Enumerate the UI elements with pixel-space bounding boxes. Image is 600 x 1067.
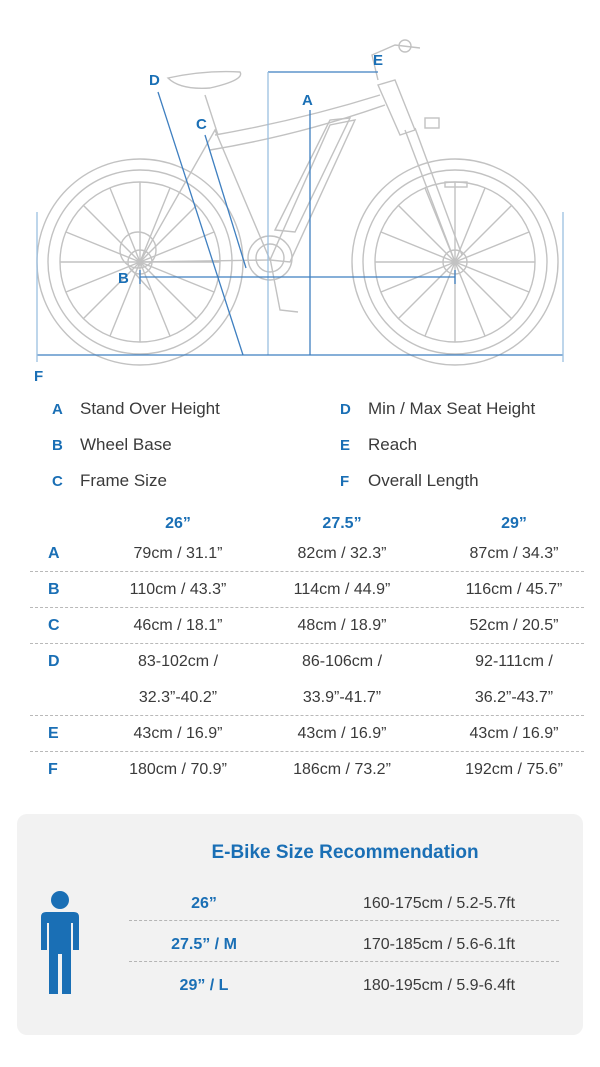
row-divider xyxy=(30,751,584,752)
dim-letter-b: B xyxy=(118,270,129,287)
row-key: E xyxy=(48,725,59,742)
table-cell: 48cm / 18.9” xyxy=(297,617,387,634)
legend-key: C xyxy=(52,472,63,490)
table-cell: 186cm / 73.2” xyxy=(293,761,391,778)
recommendation-height-range: 180-195cm / 5.9-6.4ft xyxy=(362,977,516,994)
legend-item-d xyxy=(340,399,535,419)
row-key: B xyxy=(48,581,60,598)
dim-letter-f: F xyxy=(34,368,44,385)
table-cell: 110cm / 43.3” xyxy=(129,581,227,598)
recommendation-height-range: 170-185cm / 5.6-6.1ft xyxy=(362,936,516,953)
table-cell: 83-102cm / xyxy=(137,653,219,670)
table-cell: 52cm / 20.5” xyxy=(469,617,559,634)
dimension-legend xyxy=(0,390,600,505)
legend-item-c xyxy=(52,471,167,491)
table-cell: 192cm / 75.6” xyxy=(465,761,563,778)
dim-letter-e: E xyxy=(373,52,384,69)
bike-geometry-diagram xyxy=(0,0,600,390)
recommendation-row xyxy=(129,885,559,925)
row-divider xyxy=(30,571,584,572)
size-recommendation-panel xyxy=(17,814,583,1035)
legend-key: D xyxy=(340,400,351,418)
recommendation-row xyxy=(129,926,559,966)
row-divider xyxy=(30,607,584,608)
table-cell: 43cm / 16.9” xyxy=(469,725,559,742)
table-cell: 87cm / 34.3” xyxy=(469,545,559,562)
table-cell: 36.2”-43.7” xyxy=(474,689,554,706)
recommendation-title: E-Bike Size Recommendation xyxy=(211,842,479,863)
legend-key: A xyxy=(52,400,63,418)
table-cell: 180cm / 70.9” xyxy=(129,761,227,778)
recommendation-height-range: 160-175cm / 5.2-5.7ft xyxy=(362,895,516,912)
legend-item-e xyxy=(340,435,417,455)
legend-item-a xyxy=(52,399,220,419)
row-divider xyxy=(30,643,584,644)
legend-label: Overall Length xyxy=(368,471,479,490)
legend-key: E xyxy=(340,436,351,454)
table-cell: 79cm / 31.1” xyxy=(133,545,223,562)
row-key: F xyxy=(48,761,58,778)
table-cell: 114cm / 44.9” xyxy=(293,581,391,598)
row-divider xyxy=(129,961,559,962)
table-cell: 46cm / 18.1” xyxy=(133,617,223,634)
table-cell: 43cm / 16.9” xyxy=(133,725,223,742)
table-cell: 33.9”-41.7” xyxy=(302,689,382,706)
row-key: A xyxy=(48,545,60,562)
recommendation-size: 26” xyxy=(191,895,217,912)
table-cell: 82cm / 32.3” xyxy=(297,545,387,562)
legend-label: Min / Max Seat Height xyxy=(368,399,536,418)
column-header-27-5: 27.5” xyxy=(322,515,362,532)
table-cell: 86-106cm / xyxy=(301,653,383,670)
legend-key: F xyxy=(340,472,350,490)
legend-item-f xyxy=(340,471,479,491)
recommendation-row xyxy=(129,967,559,1007)
legend-item-b xyxy=(52,435,172,455)
table-cell: 43cm / 16.9” xyxy=(297,725,387,742)
recommendation-size: 29” / L xyxy=(179,977,229,994)
table-cell: 32.3”-40.2” xyxy=(138,689,218,706)
row-key: D xyxy=(48,653,60,670)
dim-letter-d: D xyxy=(149,72,160,89)
row-key: C xyxy=(48,617,60,634)
dim-letter-c: C xyxy=(196,116,207,133)
legend-label: Stand Over Height xyxy=(80,399,220,418)
legend-label: Wheel Base xyxy=(80,435,172,454)
legend-label: Reach xyxy=(368,435,418,454)
person-icon xyxy=(37,890,83,998)
row-divider xyxy=(30,715,584,716)
column-header-29: 29” xyxy=(501,515,527,532)
dim-letter-a: A xyxy=(302,92,313,109)
bike-outline-icon xyxy=(0,0,600,390)
recommendation-size: 27.5” / M xyxy=(171,936,237,953)
table-cell: 116cm / 45.7” xyxy=(465,581,563,598)
legend-label: Frame Size xyxy=(80,471,167,490)
legend-key: B xyxy=(52,436,63,454)
row-divider xyxy=(129,920,559,921)
table-cell: 92-111cm / xyxy=(475,653,553,670)
column-header-26: 26” xyxy=(165,515,191,532)
